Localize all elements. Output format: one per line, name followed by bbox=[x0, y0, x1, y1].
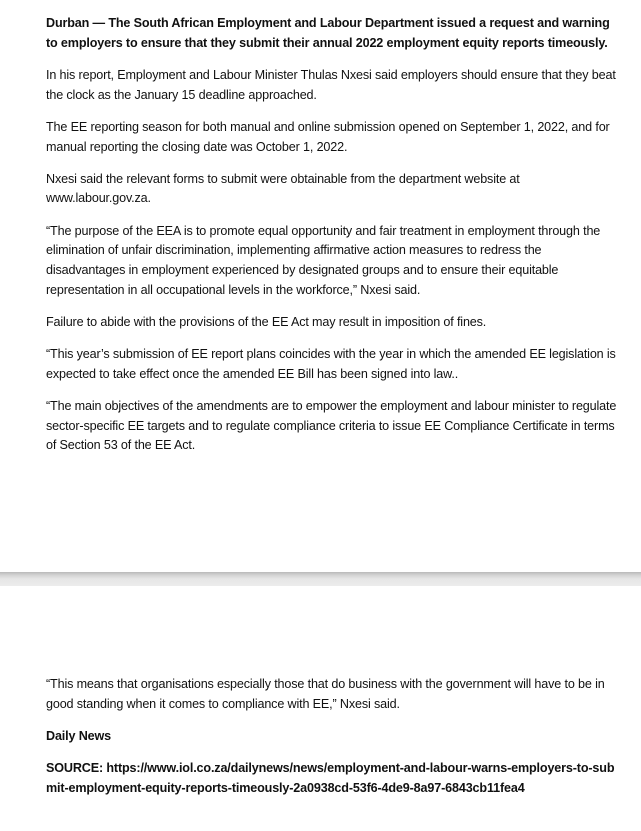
article-byline: Daily News bbox=[46, 728, 111, 743]
article-paragraph-amendment-objectives: “The main objectives of the amendments are to empower the employment and labour minister to regulate sector-specific EE targets and to regulate compliance criteria to issue EE Compliance Certificate in terms of Section 53 of the EE Act. bbox=[46, 399, 617, 453]
page-separator bbox=[0, 572, 641, 586]
page-2-body bbox=[46, 675, 618, 811]
article-lead: Durban — The South African Employment and Labour Department issued a request and warning to employers to ensure that they submit their annual 2022 employment equity reports timeously. bbox=[46, 16, 610, 50]
article-paragraph-amended-legislation: “This year’s submission of EE report plans coincides with the year in which the amended EE legislation is expected to take effect once the amended EE Bill has been signed into law.. bbox=[46, 347, 616, 381]
article-paragraph-reporting-season: The EE reporting season for both manual and online submission opened on September 1, 2022, and for manual reporting the closing date was October 1, 2022. bbox=[46, 119, 610, 154]
article-paragraph-forms: Nxesi said the relevant forms to submit were obtainable from the department website at www.labour.gov.za. bbox=[46, 171, 520, 206]
article-paragraph-eea-purpose: “The purpose of the EEA is to promote equal opportunity and fair treatment in employment through the elimination of unfair discrimination, implementing affirmative action measures to redress the disadvantages in employment experienced by designated groups and to ensure their equitable representation in all occupational levels in the workforce,” Nxesi said. bbox=[46, 223, 601, 297]
article-paragraph-compliance-quote: “This means that organisations especially those that do business with the government will have to be in good standing when it comes to compliance with EE,” Nxesi said. bbox=[46, 677, 605, 711]
article-paragraph-fines: Failure to abide with the provisions of the EE Act may result in imposition of fines. bbox=[46, 314, 487, 329]
document-page-2 bbox=[0, 586, 641, 831]
article-paragraph-minister-report: In his report, Employment and Labour Minister Thulas Nxesi said employers should ensure that they beat the clock as the January 15 deadline approached. bbox=[46, 67, 616, 102]
article-source-link[interactable]: SOURCE: https://www.iol.co.za/dailynews/news/employment-and-labour-warns-employers-to-submit-employment-equity-reports-timeously-2a0938cd-53f6-4de9-8a97-6843cb11fea4 bbox=[46, 761, 615, 795]
page-1-body bbox=[46, 14, 618, 469]
